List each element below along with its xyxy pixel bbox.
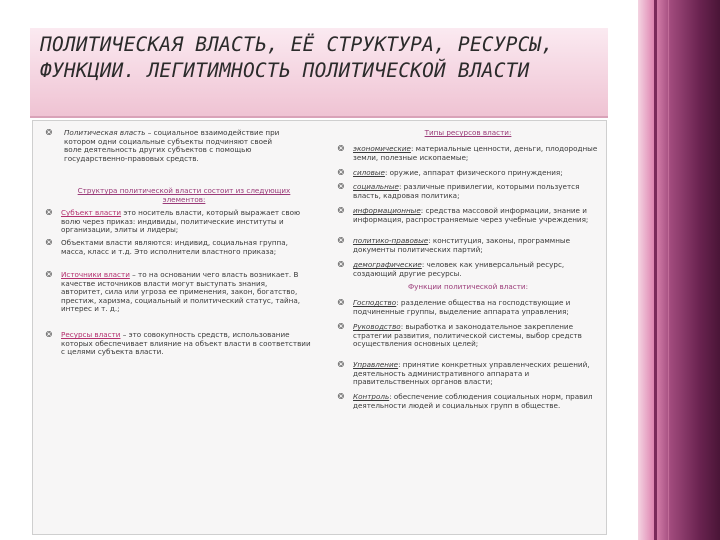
bullet-icon: ❂	[337, 144, 345, 153]
resource-item-text	[353, 207, 601, 224]
function-item-term: Господство	[353, 298, 397, 307]
resources-heading: Типы ресурсов власти:	[424, 128, 512, 137]
function-item-text	[353, 361, 601, 387]
decorative-side-band	[638, 0, 720, 540]
resource-item-body: : оружие, аппарат физического принуждения;	[384, 168, 563, 177]
resource-item-text	[353, 237, 601, 254]
resource-item-text	[353, 261, 601, 278]
structure-item-text: Объектами власти являются: индивид, социальная группа, масса, класс и т.д. Это исполнители властного приказа;	[61, 238, 288, 256]
resource-item-text	[353, 145, 601, 162]
function-item-text	[353, 299, 601, 316]
function-item-term: Управление	[353, 360, 399, 369]
bullet-icon: ❂	[337, 168, 345, 177]
structure-heading: Структура политической власти состоит из следующих элементов:	[77, 186, 291, 204]
resource-item-term: социальные	[353, 182, 399, 191]
resource-item-term: экономические	[353, 144, 411, 153]
definition-text	[61, 129, 289, 163]
structure-item-text	[61, 331, 311, 357]
structure-item-text	[61, 209, 311, 235]
resource-item-body: : конституция, законы, программные документы политических партий;	[353, 236, 570, 254]
bullet-icon: ❂	[337, 260, 345, 269]
bullet-icon: ❂	[45, 208, 53, 217]
bullet-icon: ❂	[45, 238, 53, 247]
resource-item-term: политико-правовые	[353, 236, 429, 245]
resource-item-term: информационные	[353, 206, 421, 215]
structure-item-text	[61, 271, 311, 314]
structure-item-body: это носитель власти, который выражает свою волю через приказ: индивиды, политические институты и организации, элиты и лидеры;	[61, 208, 301, 235]
bullet-icon: ❂	[337, 298, 345, 307]
resource-item-body: : человек как универсальный ресурс, создающий другие ресурсы.	[353, 260, 565, 278]
bullet-icon: ❂	[337, 360, 345, 369]
bullet-icon: ❂	[337, 392, 345, 401]
bullet-icon: ❂	[337, 182, 345, 191]
content-panel	[32, 120, 607, 535]
function-item-body: : обеспечение соблюдения социальных норм, правил деятельности людей и социальных групп в обществе.	[353, 392, 593, 410]
bullet-icon: ❂	[45, 270, 53, 279]
function-item-body: : принятие конкретных управленческих решений, деятельность административного аппарата и правительственных органов власти;	[353, 360, 590, 387]
bullet-icon: ❂	[45, 128, 53, 137]
resource-item-body: : средства массовой информации, знание и информация, распространяемые через учебные учреждения;	[353, 206, 589, 224]
function-item-term: Руководство	[353, 322, 401, 331]
bullet-icon: ❂	[337, 322, 345, 331]
resource-item-body: : различные привилегии, которыми пользуется власть, кадровая политика;	[353, 182, 580, 200]
resource-item-term: силовые	[353, 168, 385, 177]
definition-term: Политическая власть	[64, 128, 146, 137]
structure-item-body: – то на основании чего власть возникает. В качестве источников власти могут выступать знания, авторитет, сила или угроза ее применения, закон, богатство, престиж, харизма, социальный и политический статус, тайна, интерес и т. д.;	[61, 270, 301, 314]
page-title: ПОЛИТИЧЕСКАЯ ВЛАСТЬ, ЕЁ СТРУКТУРА, РЕСУРСЫ, ФУНКЦИИ. ЛЕГИТИМНОСТЬ ПОЛИТИЧЕСКОЙ ВЛАСТИ	[30, 28, 608, 118]
bullet-icon: ❂	[45, 330, 53, 339]
function-item-body: : выработка и законодательное закрепление стратегии развития, политической системы, выбор средств осуществления основных целей;	[353, 322, 582, 349]
resource-item-text	[353, 169, 601, 178]
function-item-body: : разделение общества на господствующие и подчиненные группы, выделение аппарата управления;	[353, 298, 571, 316]
structure-item-term: Ресурсы власти	[61, 330, 121, 339]
structure-item-term: Субъект власти	[61, 208, 122, 217]
resource-item-body: : материальные ценности, деньги, плодородные земли, полезные ископаемые;	[353, 144, 598, 162]
bullet-icon: ❂	[337, 206, 345, 215]
function-item-text	[353, 323, 601, 349]
definition-body: – социальное взаимодействие при котором одни социальные субъекты подчиняют своей воле деятельность других субъектов с помощью государственно-правовых средств.	[64, 128, 280, 163]
decorative-stripe-line	[654, 0, 657, 540]
functions-heading: Функции политической власти:	[407, 282, 528, 291]
resource-item-term: демографические	[353, 260, 422, 269]
decorative-stripe-line	[668, 0, 669, 540]
bullet-icon: ❂	[337, 236, 345, 245]
function-item-text	[353, 393, 601, 410]
structure-item-body: – это совокупность средств, использование которых обеспечивает влияние на объект власти в соответствии с целями субъекта власти.	[61, 330, 311, 357]
resource-item-text	[353, 183, 601, 200]
structure-item-term: Источники власти	[61, 270, 130, 279]
function-item-term: Контроль	[353, 392, 390, 401]
